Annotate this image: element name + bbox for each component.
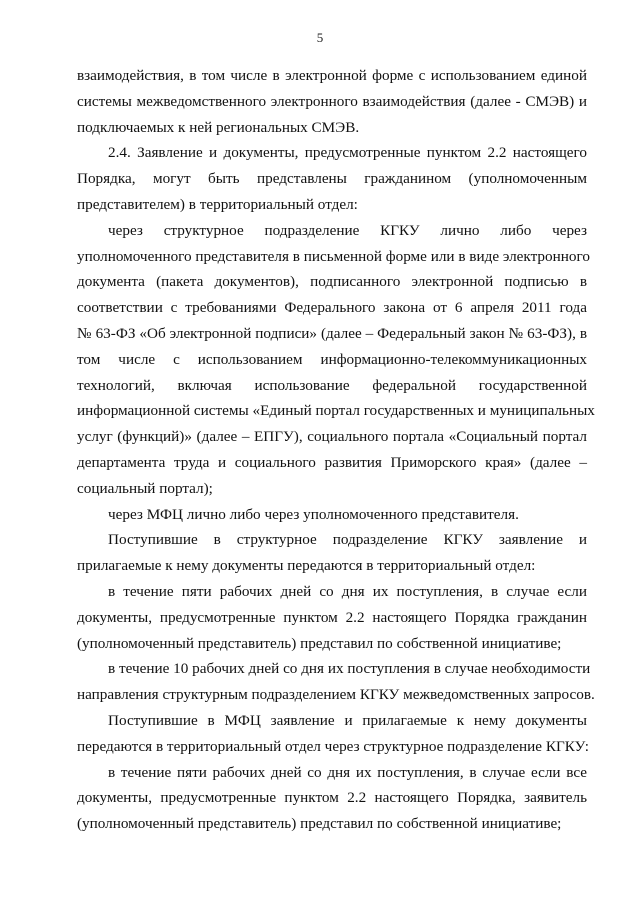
paragraph-line: № 63-ФЗ «Об электронной подписи» (далее – Федеральный закон № 63-ФЗ), в	[77, 324, 587, 342]
paragraph-line: в течение пяти рабочих дней со дня их поступления, в случае если все	[108, 763, 587, 781]
paragraph-line: (уполномоченный представитель) представил по собственной инициативе;	[77, 634, 562, 652]
paragraph-line: через МФЦ лично либо через уполномоченного представителя.	[108, 505, 519, 523]
document-body	[77, 63, 595, 837]
paragraph	[77, 527, 587, 579]
paragraph-line: Порядка, могут быть представлены гражданином (уполномоченным	[77, 170, 587, 188]
paragraph-line: социальный портал);	[77, 479, 213, 497]
paragraph-line: документы, предусмотренные пунктом 2.2 настоящего Порядка гражданин	[77, 608, 587, 626]
paragraph-line: (уполномоченный представитель) представил по собственной инициативе;	[77, 815, 562, 833]
paragraph-line: в течение 10 рабочих дней со дня их поступления в случае необходимости	[108, 660, 591, 678]
paragraph-line: информационной системы «Единый портал государственных и муниципальных	[77, 402, 595, 420]
paragraph-line: Поступившие в структурное подразделение КГКУ заявление и	[108, 531, 587, 549]
paragraph	[77, 579, 587, 656]
paragraph-line: направления структурным подразделением КГКУ межведомственных запросов.	[77, 686, 595, 704]
paragraph-line: документы, предусмотренные пунктом 2.2 настоящего Порядка, заявитель	[77, 789, 587, 807]
paragraph-line: документа (пакета документов), подписанного электронной подписью в	[77, 273, 587, 291]
paragraph	[77, 63, 587, 140]
paragraph-line: 2.4. Заявление и документы, предусмотренные пунктом 2.2 настоящего	[108, 144, 587, 162]
paragraph-line: Поступившие в МФЦ заявление и прилагаемые к нему документы	[108, 711, 587, 729]
paragraph-line: прилагаемые к нему документы передаются в территориальный отдел:	[77, 557, 536, 575]
paragraph-line: передаются в территориальный отдел через структурное подразделение КГКУ:	[77, 737, 589, 755]
paragraph-line: через структурное подразделение КГКУ лично либо через	[108, 221, 587, 239]
paragraph-line: том числе с использованием информационно-телекоммуникационных	[77, 350, 587, 368]
paragraph-line: подключаемых к ней региональных СМЭВ.	[77, 118, 360, 136]
paragraph-line: соответствии с требованиями Федерального закона от 6 апреля 2011 года	[77, 299, 587, 317]
paragraph	[77, 140, 587, 217]
paragraph-line: взаимодействия, в том числе в электронной форме с использованием единой	[77, 67, 587, 84]
paragraph-line: уполномоченного представителя в письменной форме или в виде электронного	[77, 247, 590, 265]
paragraph-line: в течение пяти рабочих дней со дня их поступления, в случае если	[108, 582, 587, 600]
paragraph	[77, 218, 595, 502]
paragraph-line: системы межведомственного электронного взаимодействия (далее - СМЭВ) и	[77, 92, 587, 110]
page-number: 5	[316, 30, 324, 45]
paragraph	[77, 656, 595, 708]
paragraph-line: технологий, включая использование федеральной государственной	[77, 376, 587, 394]
paragraph	[77, 502, 587, 528]
paragraph-line: представителем) в территориальный отдел:	[77, 195, 358, 213]
paragraph-line: услуг (функций)» (далее – ЕПГУ), социального портала «Социальный портал	[77, 428, 587, 446]
paragraph	[77, 708, 587, 760]
paragraph-line: департамента труда и социального развития Приморского края» (далее –	[77, 453, 587, 471]
paragraph	[77, 760, 587, 837]
